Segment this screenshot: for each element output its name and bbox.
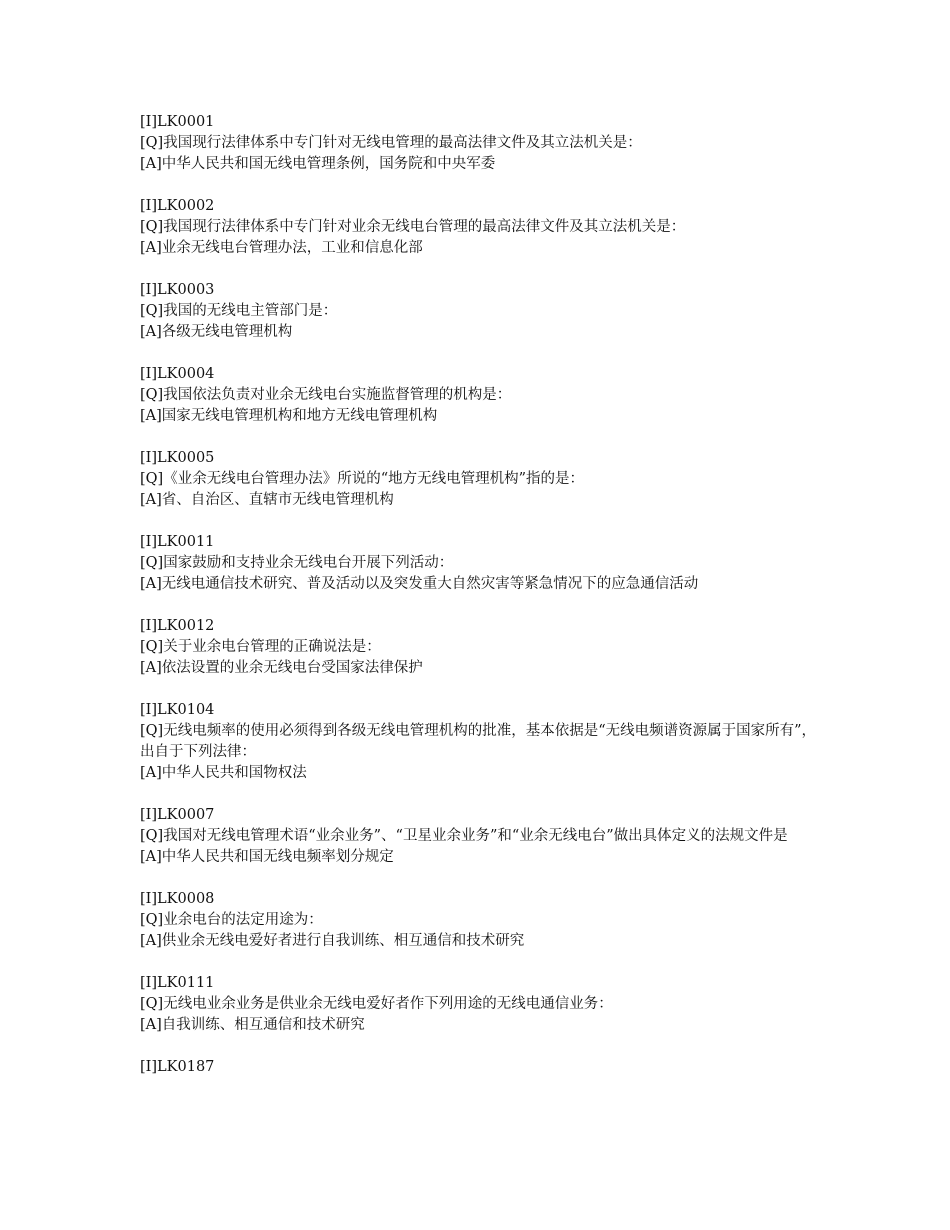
question-entry-8 — [140, 700, 830, 784]
answer-text: [A]中华人民共和国物权法 — [140, 765, 307, 781]
question-entry-5 — [140, 448, 830, 511]
question-id: [I]LK0003 — [140, 282, 215, 298]
answer-text: [A]供业余无线电爱好者进行自我训练、相互通信和技术研究 — [140, 933, 525, 949]
question-id: [I]LK0187 — [140, 1059, 215, 1075]
answer-text: [A]各级无线电管理机构 — [140, 324, 293, 340]
question-text: [Q]我国现行法律体系中专门针对无线电管理的最高法律文件及其立法机关是： — [140, 135, 642, 151]
question-text: [Q]国家鼓励和支持业余无线电台开展下列活动： — [140, 555, 454, 571]
question-text: [Q]我国对无线电管理术语“业余业务”、“卫星业余业务”和“业余无线电台”做出具体定义的法规文件是 — [140, 828, 788, 844]
question-entry-10 — [140, 889, 830, 952]
answer-text: [A]自我训练、相互通信和技术研究 — [140, 1017, 365, 1033]
question-id: [I]LK0111 — [140, 975, 215, 991]
question-text: [Q]我国依法负责对业余无线电台实施监督管理的机构是： — [140, 387, 512, 403]
question-id: [I]LK0104 — [140, 702, 215, 718]
answer-text: [A]中华人民共和国无线电频率划分规定 — [140, 849, 394, 865]
question-entry-12 — [140, 1057, 830, 1078]
question-text: [Q]无线电业余业务是供业余无线电爱好者作下列用途的无线电通信业务： — [140, 996, 613, 1012]
answer-text: [A]中华人民共和国无线电管理条例，国务院和中央军委 — [140, 156, 496, 172]
answer-text: [A]省、自治区、直辖市无线电管理机构 — [140, 492, 394, 508]
question-id: [I]LK0007 — [140, 807, 215, 823]
answer-text: [A]依法设置的业余无线电台受国家法律保护 — [140, 660, 423, 676]
answer-text: [A]无线电通信技术研究、普及活动以及突发重大自然灾害等紧急情况下的应急通信活动 — [140, 576, 699, 592]
answer-text: [A]国家无线电管理机构和地方无线电管理机构 — [140, 408, 438, 424]
question-entry-11 — [140, 973, 830, 1036]
question-id: [I]LK0004 — [140, 366, 215, 382]
question-id: [I]LK0001 — [140, 114, 215, 130]
question-text: [Q]《业余无线电台管理办法》所说的“地方无线电管理机构”指的是： — [140, 471, 585, 487]
question-id: [I]LK0012 — [140, 618, 215, 634]
question-text: [Q]业余电台的法定用途为： — [140, 912, 323, 928]
question-id: [I]LK0008 — [140, 891, 215, 907]
question-text: [Q]无线电频率的使用必须得到各级无线电管理机构的批准，基本依据是“无线电频谱资源属于国家所有”，出自于下列法律： — [140, 723, 817, 760]
answer-text: [A]业余无线电台管理办法，工业和信息化部 — [140, 240, 423, 256]
question-entry-4 — [140, 364, 830, 427]
question-text: [Q]我国现行法律体系中专门针对业余无线电台管理的最高法律文件及其立法机关是： — [140, 219, 686, 235]
question-id: [I]LK0005 — [140, 450, 215, 466]
question-id: [I]LK0011 — [140, 534, 215, 550]
question-text: [Q]关于业余电台管理的正确说法是： — [140, 639, 381, 655]
question-entry-9 — [140, 805, 830, 868]
question-entry-6 — [140, 532, 830, 595]
question-text: [Q]我国的无线电主管部门是： — [140, 303, 338, 319]
question-entry-3 — [140, 280, 830, 343]
question-id: [I]LK0002 — [140, 198, 215, 214]
question-entry-7 — [140, 616, 830, 679]
question-entry-1 — [140, 112, 830, 175]
question-entry-2 — [140, 196, 830, 259]
document-page — [140, 112, 830, 1099]
